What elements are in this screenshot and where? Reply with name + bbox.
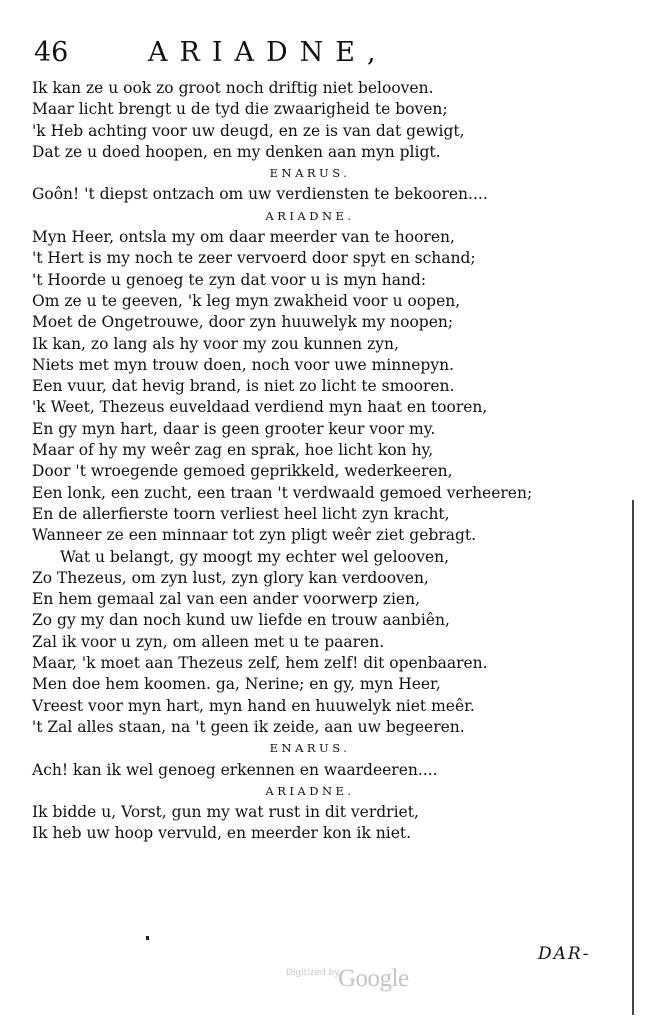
speaker-name: ENARUS. (269, 741, 351, 756)
verse-line: 't Hert is my noch te zeer vervoerd door spyt en schand; (32, 249, 476, 268)
verse-line: Dat ze u doed hoopen, en my denken aan myn pligt. (32, 142, 441, 161)
speaker-name: ARIADNE. (265, 208, 355, 223)
page-edge-shadow (632, 500, 634, 1015)
verse-line: Ik kan ze u ook zo groot noch driftig niet belooven. (32, 79, 434, 97)
verse-line: Zo gy my dan noch kund uw liefde en trouw aanbiên, (32, 611, 450, 630)
verse-line: 't Hoorde u genoeg te zyn dat voor u is myn hand: (32, 270, 427, 289)
page-number: 46 (34, 37, 69, 68)
verse-line: Door 't wroegende gemoed geprikkeld, wederkeeren, (32, 462, 453, 481)
ink-speck (146, 936, 149, 940)
verse-line: Maar of hy my weêr zag en sprak, hoe licht kon hy, (32, 441, 434, 460)
verse-line: 'k Weet, Thezeus euveldaad verdiend myn haat en tooren, (32, 398, 488, 417)
page-header (30, 36, 590, 76)
verse-line: Ik bidde u, Vorst, gun my wat rust in dit verdriet, (32, 803, 419, 822)
verse-line: Een lonk, een zucht, een traan 't verdwaald gemoed verheeren; (32, 483, 533, 502)
verse-line: Zal ik voor u zyn, om alleen met u te paaren. (32, 632, 385, 651)
verse-line: Ach! kan ik wel genoeg erkennen en waardeeren.... (32, 760, 438, 779)
verse-line: Maar, 'k moet aan Thezeus zelf, hem zelf! dit openbaaren. (32, 654, 488, 673)
verse-line: Vreest voor myn hart, myn hand en huuwelyk niet meêr. (32, 696, 475, 715)
google-logo: Google (338, 965, 409, 992)
verse-line: Maar licht brengt u de tyd die zwaarigheid te boven; (32, 100, 448, 119)
speaker-name: ARIADNE. (265, 783, 355, 798)
verse-line: Zo Thezeus, om zyn lust, zyn glory kan verdooven, (32, 568, 429, 587)
verse-line: Ik kan, zo lang als hy voor my zou kunnen zyn, (32, 334, 399, 353)
speaker-name: ENARUS. (269, 166, 351, 181)
verse-line: Moet de Ongetrouwe, door zyn huuwelyk my noopen; (32, 313, 454, 332)
verse-line: Wanneer ze een minnaar tot zyn pligt weêr ziet gebragt. (32, 526, 477, 545)
verse-line: Niets met myn trouw doen, noch voor uwe minnepyn. (32, 355, 454, 374)
verse-line: Men doe hem koomen. ga, Nerine; en gy, myn Heer, (32, 675, 441, 694)
running-title: ARIADNE, (148, 37, 388, 68)
verse-line: Goôn! 't diepst ontzach om uw verdiensten te bekooren.... (32, 185, 488, 204)
verse-line: Een vuur, dat hevig brand, is niet zo licht te smooren. (32, 377, 455, 396)
verse-line: 't Zal alles staan, na 't geen ik zeide, aan uw begeeren. (32, 717, 465, 736)
verse-line: Wat u belangt, gy moogt my echter wel gelooven, (60, 547, 450, 566)
verse-line: En gy myn hart, daar is geen grooter keur voor my. (32, 419, 436, 438)
verse-line: Ik heb uw hoop vervuld, en meerder kon ik niet. (32, 824, 412, 843)
digitized-by-label: Digitized by (286, 968, 340, 978)
catchword: DAR- (538, 944, 591, 964)
verse-line: Om ze u te geeven, 'k leg myn zwakheid voor u oopen, (32, 291, 461, 310)
verse-line: En hem gemaal zal van een ander voorwerp zien, (32, 590, 421, 609)
verse-line: Myn Heer, ontsla my om daar meerder van te hooren, (32, 228, 455, 247)
verse-line: 'k Heb achting voor uw deugd, en ze is van dat gewigt, (32, 121, 465, 140)
verse-text (32, 78, 612, 845)
verse-line: En de allerfierste toorn verliest heel licht zyn kracht, (32, 504, 450, 523)
